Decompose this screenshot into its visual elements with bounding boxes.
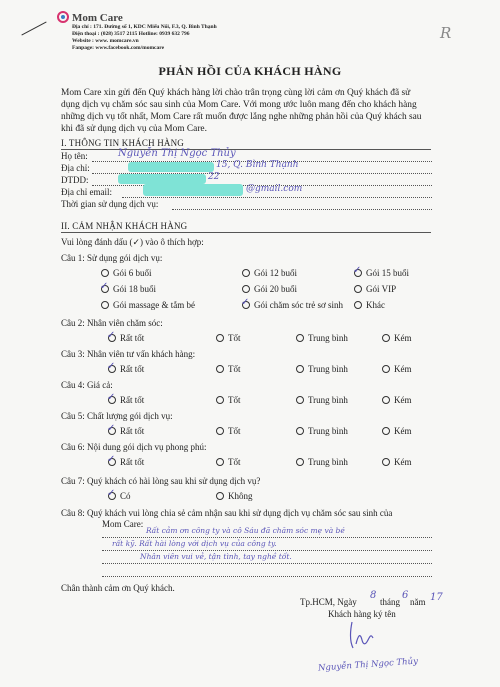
q4-poor[interactable]: Kém [382, 395, 412, 405]
name-label: Họ tên: [61, 151, 88, 161]
q8-answer-2: rất kỹ. Rất hài lòng với dịch vụ của công ty. [112, 539, 277, 548]
email-label: Địa chỉ email: [61, 187, 112, 197]
q4-very-good[interactable]: ✓ Rất tốt [107, 392, 145, 405]
q1-option-18[interactable]: ✓ Gói 18 buổi [100, 281, 157, 294]
q1-option-12[interactable]: Gói 12 buổi [242, 268, 297, 278]
date-month-label: tháng [380, 597, 400, 607]
date-day: 8 [370, 590, 377, 601]
q3-good[interactable]: Tốt [216, 364, 241, 374]
checkmark-icon: ✓ [107, 392, 116, 403]
radio-icon[interactable] [107, 454, 116, 466]
radio-icon[interactable] [382, 396, 390, 404]
redaction-address [128, 162, 214, 172]
radio-icon[interactable] [216, 396, 224, 404]
q2-label: Câu 2: Nhân viên chăm sóc: [61, 318, 163, 328]
radio-icon[interactable] [354, 285, 362, 293]
q2-poor[interactable]: Kém [382, 333, 412, 343]
intro-line-3: những dịch vụ tốt nhất, Mom Care rất muốn được lắng nghe những phản hồi của Quý khách sau [61, 112, 422, 122]
section-2-rule [61, 232, 431, 233]
checkmark-icon: ✓ [107, 330, 116, 341]
address-value: 15, Q. Bình Thạnh [216, 160, 299, 170]
address-label: Địa chỉ: [61, 163, 90, 173]
service-time-label: Thời gian sử dụng dịch vụ: [61, 199, 159, 209]
date-year: 17 [430, 592, 443, 603]
q1-option-other[interactable]: Khác [354, 300, 385, 310]
radio-icon[interactable] [242, 285, 250, 293]
q1-label: Câu 1: Sử dụng gói dịch vụ: [61, 253, 163, 263]
q5-label: Câu 5: Chất lượng gói dịch vụ: [61, 411, 173, 421]
radio-icon[interactable] [101, 269, 109, 277]
intro-line-4: khi đã sử dụng dịch vụ của Mom Care. [61, 124, 207, 134]
q3-poor[interactable]: Kém [382, 364, 412, 374]
radio-icon[interactable] [296, 458, 304, 466]
q2-very-good[interactable]: ✓ Rất tốt [107, 330, 145, 343]
logo-dot [61, 15, 65, 19]
q8-label-2: Mom Care: [102, 519, 144, 529]
q3-very-good[interactable]: ✓ Rất tốt [107, 361, 145, 374]
q8-line-3[interactable] [102, 563, 432, 564]
q3-label: Câu 3: Nhân viên tư vấn khách hàng: [61, 349, 196, 359]
radio-icon[interactable] [101, 301, 109, 309]
q1-option-massage[interactable]: Gói massage & tắm bé [101, 300, 195, 310]
q4-good[interactable]: Tốt [216, 395, 241, 405]
radio-icon[interactable] [100, 281, 109, 293]
intro-line-1: Mom Care xin gửi đến Quý khách hàng lời chào trân trọng cùng lời cảm ơn Quý khách đã sử [61, 88, 411, 98]
corner-mark: R [440, 24, 452, 42]
q5-very-good[interactable]: ✓ Rất tốt [107, 423, 145, 436]
radio-icon[interactable] [296, 396, 304, 404]
radio-icon[interactable] [296, 365, 304, 373]
radio-icon[interactable] [382, 458, 390, 466]
radio-icon[interactable] [242, 269, 250, 277]
checkmark-icon: ✓ [107, 361, 116, 372]
radio-icon[interactable] [216, 427, 224, 435]
thanks-text: Chân thành cảm ơn Quý khách. [61, 583, 175, 593]
redaction-phone [118, 174, 206, 184]
radio-icon[interactable] [216, 492, 224, 500]
radio-icon[interactable] [382, 334, 390, 342]
q2-good[interactable]: Tốt [216, 333, 241, 343]
q6-very-good[interactable]: ✓ Rất tốt [107, 454, 145, 467]
radio-icon[interactable] [354, 301, 362, 309]
checkmark-icon: ✓ [241, 297, 250, 308]
pen-mark [21, 21, 46, 35]
q4-label: Câu 4: Giá cả: [61, 380, 113, 390]
phone-label: DTDD: [61, 175, 89, 185]
section-1-heading: I. THÔNG TIN KHÁCH HÀNG [61, 138, 185, 148]
page-title: PHẢN HỒI CỦA KHÁCH HÀNG [158, 64, 342, 78]
radio-icon[interactable] [216, 458, 224, 466]
q8-line-1[interactable] [102, 537, 432, 538]
q6-average[interactable]: Trung bình [296, 457, 348, 467]
company-fanpage: Fanpage: www.facebook.com/momcare [72, 45, 165, 51]
email-field-line[interactable] [122, 197, 432, 198]
date-year-label: năm [410, 597, 426, 607]
q1-option-15[interactable]: ✓ Gói 15 buổi [353, 265, 410, 278]
radio-icon[interactable] [296, 427, 304, 435]
radio-icon[interactable] [241, 297, 250, 309]
signer-name: Nguyễn Thị Ngọc Thủy [317, 656, 419, 674]
phone-value: 22 [208, 172, 220, 182]
radio-icon[interactable] [107, 392, 116, 404]
radio-icon[interactable] [216, 365, 224, 373]
q5-average[interactable]: Trung bình [296, 426, 348, 436]
radio-icon[interactable] [296, 334, 304, 342]
signature-icon [344, 618, 380, 654]
checkmark-icon: ✓ [107, 454, 116, 465]
q6-good[interactable]: Tốt [216, 457, 241, 467]
redaction-email [143, 184, 243, 196]
q7-label: Câu 7: Quý khách có hài lòng sau khi sử dụng dịch vụ? [61, 476, 261, 486]
radio-icon[interactable] [353, 265, 362, 277]
company-phone: Điện thoại : (028) 3517 2115 Hotline: 0939 632 796 [72, 31, 190, 37]
q6-label: Câu 6: Nội dung gói dịch vụ phong phú: [61, 442, 207, 452]
q1-option-vip[interactable]: Gói VIP [354, 284, 396, 294]
section-2-heading: II. CẢM NHẬN KHÁCH HÀNG [61, 221, 188, 231]
q8-answer-3: Nhân viên vui vẻ, tận tình, tay nghề tốt. [140, 552, 292, 561]
q1-option-newborn[interactable]: ✓ Gói chăm sóc trẻ sơ sinh [241, 297, 343, 310]
radio-icon[interactable] [382, 365, 390, 373]
q1-option-20[interactable]: Gói 20 buổi [242, 284, 297, 294]
service-time-field-line[interactable] [172, 209, 432, 210]
checkmark-icon: ✓ [100, 281, 109, 292]
signature-label: Khách hàng ký tên [328, 609, 396, 619]
company-website: Website : www. momcare.vn [72, 38, 139, 44]
q4-average[interactable]: Trung bình [296, 395, 348, 405]
radio-icon[interactable] [216, 334, 224, 342]
q8-line-4[interactable] [102, 576, 432, 577]
section-1-rule [61, 149, 431, 150]
checkmark-icon: ✓ [353, 265, 362, 276]
q7-yes[interactable]: ✓ Có [107, 488, 131, 501]
q8-line-2[interactable] [102, 550, 432, 551]
company-address: Địa chỉ : 171. Đường số 1, KDC Miếu Nổi, F.3, Q. Bình Thạnh [72, 24, 217, 30]
radio-icon[interactable] [107, 361, 116, 373]
q8-answer-1: Rất cảm ơn công ty và cô Sáu đã chăm sóc mẹ và bé [146, 526, 345, 535]
email-value: @gmail.com [246, 184, 303, 194]
checkmark-icon: ✓ [107, 488, 116, 499]
q5-good[interactable]: Tốt [216, 426, 241, 436]
q5-poor[interactable]: Kém [382, 426, 412, 436]
date-city: Tp.HCM, Ngày [300, 597, 357, 607]
q3-average[interactable]: Trung bình [296, 364, 348, 374]
intro-line-2: dụng dịch vụ chăm sóc sau sinh của Mom Care. Với mong ước luôn mang đến cho khách hàng [61, 100, 417, 110]
checkmark-icon: ✓ [107, 423, 116, 434]
instruction: Vui lòng đánh dấu (✓) vào ô thích hợp: [61, 237, 204, 247]
radio-icon[interactable] [107, 330, 116, 342]
q1-option-6[interactable]: Gói 6 buổi [101, 268, 152, 278]
date-month: 6 [402, 590, 409, 601]
brand-name: Mom Care [72, 12, 123, 24]
radio-icon[interactable] [107, 488, 116, 500]
name-value: Nguyễn Thị Ngọc Thủy [118, 148, 236, 159]
q7-no[interactable]: Không [216, 491, 253, 501]
radio-icon[interactable] [382, 427, 390, 435]
q2-average[interactable]: Trung bình [296, 333, 348, 343]
radio-icon[interactable] [107, 423, 116, 435]
q8-label-1: Câu 8: Quý khách vui lòng chia sẻ cảm nhận sau khi sử dụng dịch vụ chăm sóc sau sinh của [61, 508, 393, 518]
q6-poor[interactable]: Kém [382, 457, 412, 467]
